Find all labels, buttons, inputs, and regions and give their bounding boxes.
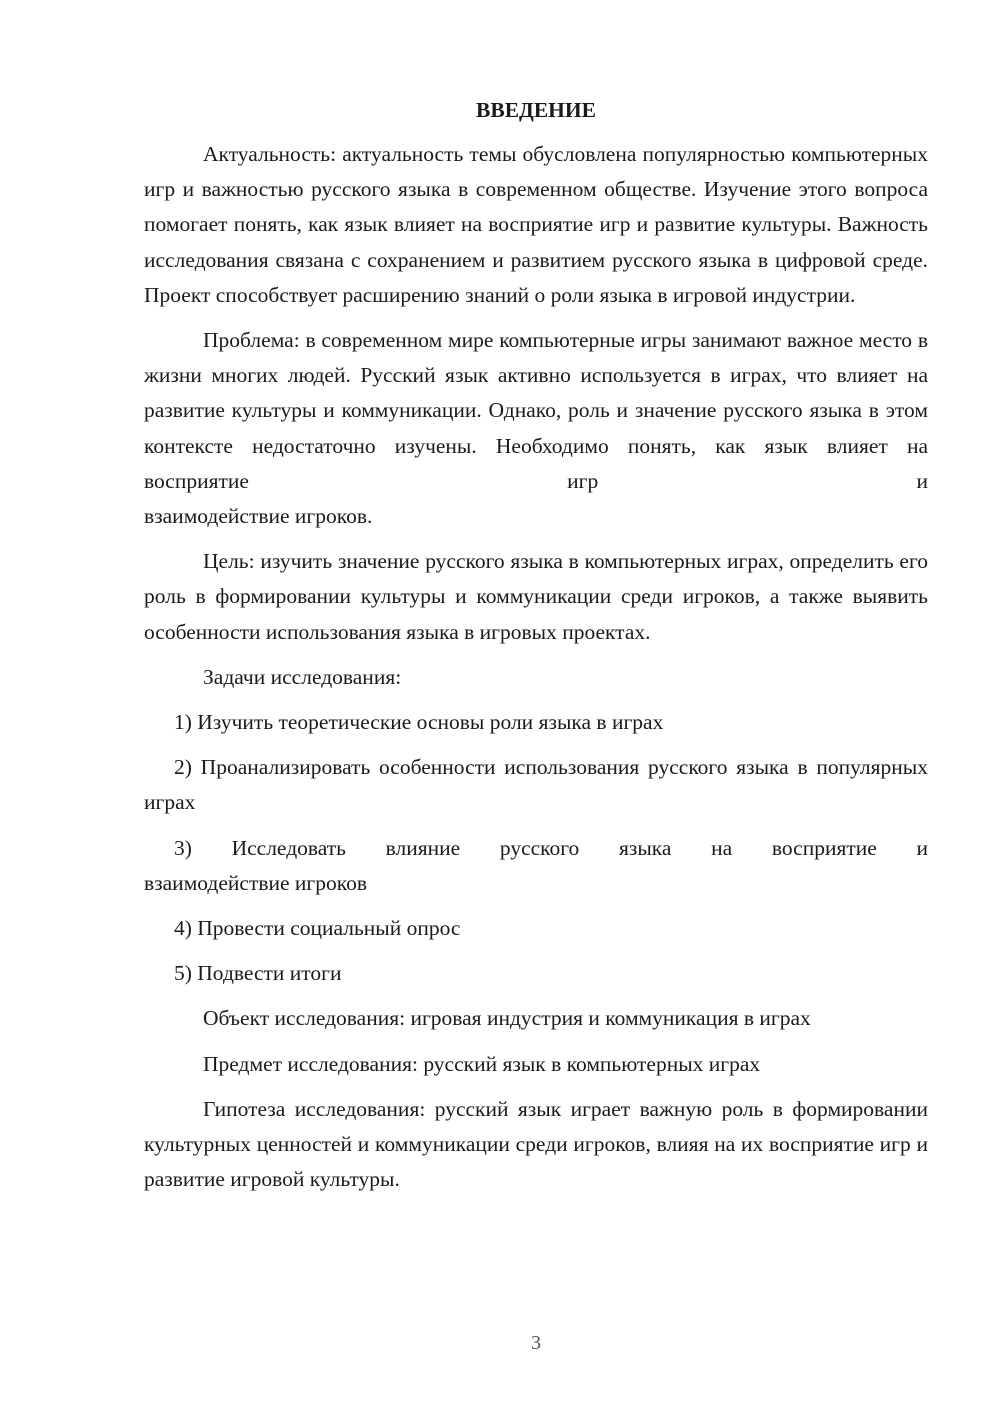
task-item-1: 1) Изучить теоретические основы роли языка в играх [174,710,664,735]
task-item-3: 3) Исследовать влияние русского языка на восприятие и [174,835,928,860]
paragraph-relevance: Актуальность: актуальность темы обусловлена популярностью компьютерных игр и важностью русского языка в современном обществе. Изучение этого вопроса помогает понять, как язык влияет на восприятие игр и развитие культуры. Важность исследования связана с сохранением и развитием русского языка в цифровой среде. Проект способствует расширению знаний о роли языка в игровой индустрии. [144,142,928,307]
section-title: ВВЕДЕНИЕ [476,98,596,122]
paragraph-goal: Цель: изучить значение русского языка в компьютерных играх, определить его роль в формировании культуры и коммуникации среди игроков, а также выявить особенности использования языка в игровых проектах. [144,549,928,644]
task-item-3-tail: взаимодействие игроков [144,870,368,895]
paragraph-problem-tail: взаимодействие игроков. [144,504,373,529]
research-subject: Предмет исследования: русский язык в компьютерных играх [203,1051,761,1076]
paragraph-hypothesis: Гипотеза исследования: русский язык играет важную роль в формировании культурных ценностей и коммуникации среди игроков, влияя на их восприятие игр и развитие игровой культуры. [144,1096,928,1192]
paragraph-problem [144,323,928,499]
task-item-2: 2) Проанализировать особенности использования русского языка в популярных играх [144,755,928,815]
page-number: 3 [531,1332,541,1354]
research-object: Объект исследования: игровая индустрия и коммуникация в играх [203,1006,811,1031]
paragraph-problem-text: Проблема: в современном мире компьютерные игры занимают важное место в жизни многих людей. Русский язык активно используется в играх, что влияет на развитие культуры и коммуникации. Однако, роль и значение русского языка в этом контексте недостаточно изучены. Необходимо понять, как язык влияет на восприятие игр и [144,328,928,493]
tasks-heading: Задачи исследования: [203,664,402,689]
document-page [144,93,928,1207]
task-item-4: 4) Провести социальный опрос [174,916,461,941]
task-item-5: 5) Подвести итоги [174,961,342,986]
